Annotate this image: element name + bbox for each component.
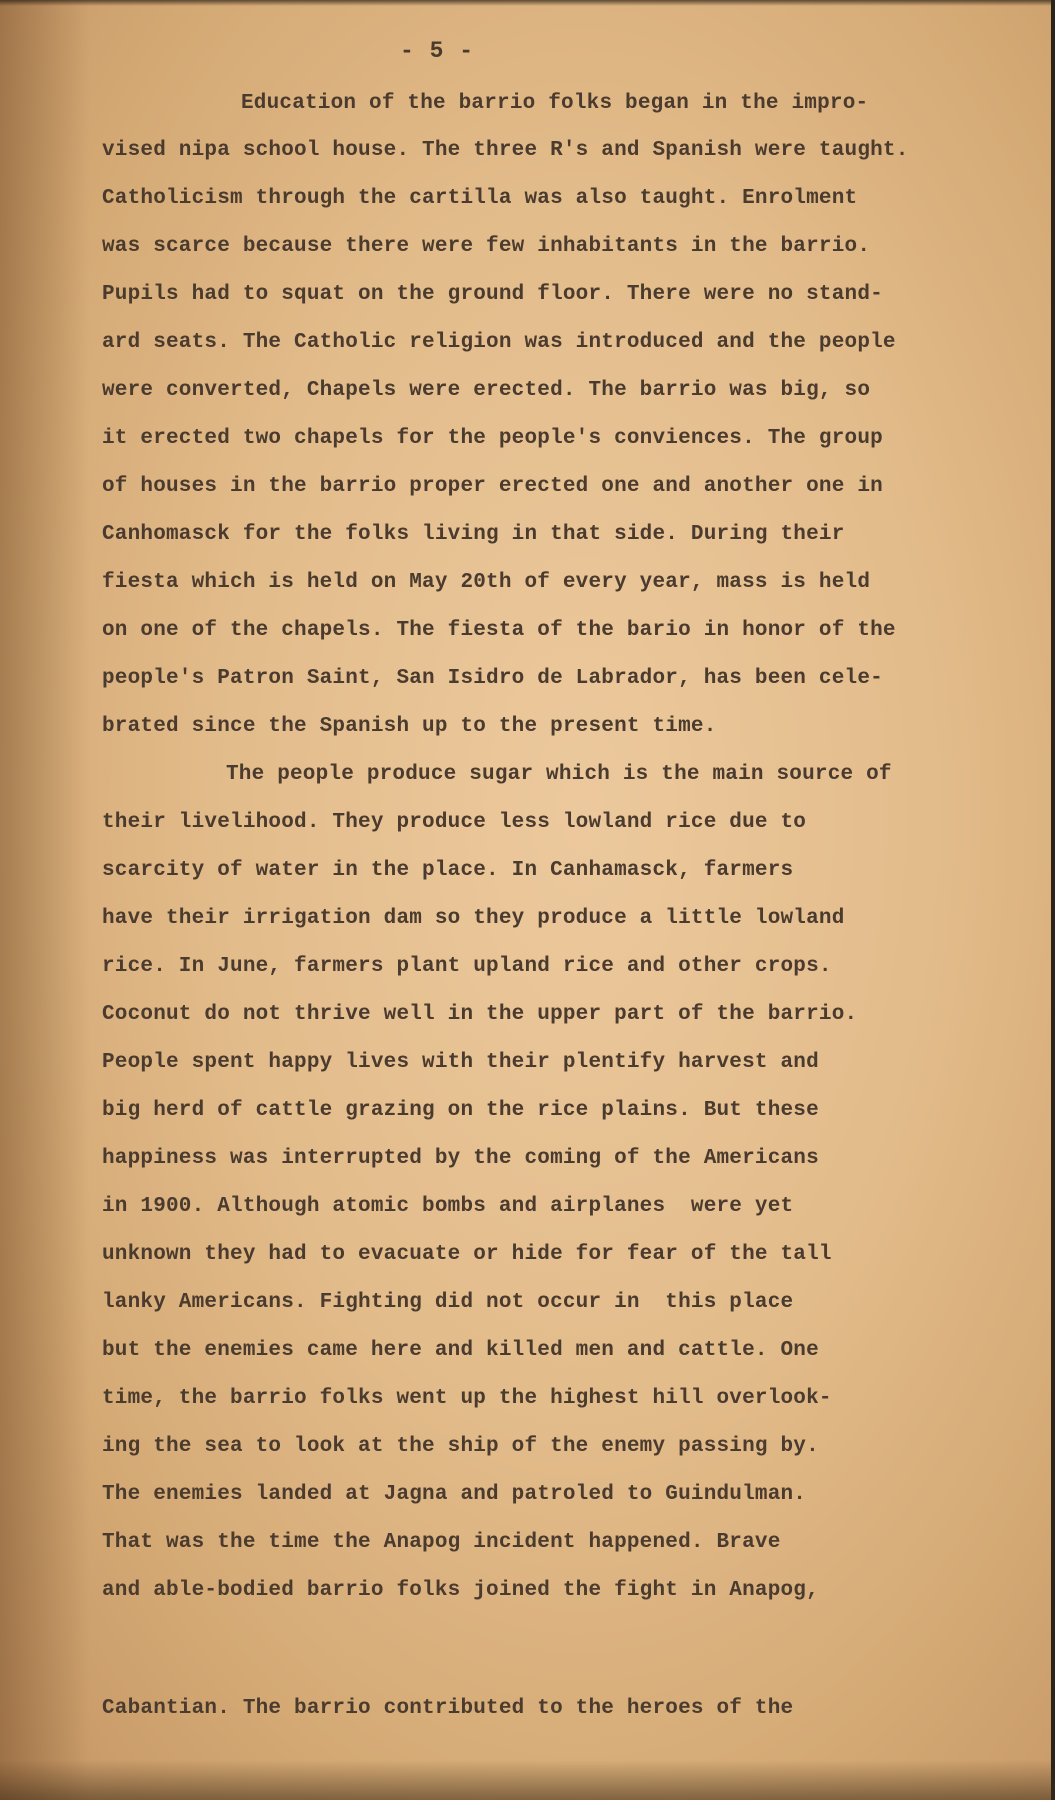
text-line-5: Pupils had to squat on the ground floor. There were no stand- bbox=[102, 283, 883, 306]
page-top-shadow bbox=[0, 0, 1055, 6]
text-line-10: Canhomasck for the folks living in that side. During their bbox=[102, 523, 845, 546]
text-line-20: Coconut do not thrive well in the upper part of the barrio. bbox=[102, 1003, 858, 1026]
text-line-23: happiness was interrupted by the coming of the Americans bbox=[102, 1147, 819, 1170]
text-line-24: in 1900. Although atomic bombs and airplanes were yet bbox=[102, 1195, 794, 1218]
text-line-30: The enemies landed at Jagna and patroled to Guindulman. bbox=[102, 1483, 807, 1506]
text-line-18: have their irrigation dam so they produce a little lowland bbox=[102, 907, 845, 930]
text-line-32: and able-bodied barrio folks joined the fight in Anapog, bbox=[102, 1579, 819, 1602]
text-line-9: of houses in the barrio proper erected one and another one in bbox=[102, 475, 883, 498]
text-line-12: on one of the chapels. The fiesta of the bario in honor of the bbox=[102, 619, 896, 642]
text-line-7: were converted, Chapels were erected. The barrio was big, so bbox=[102, 379, 871, 402]
page-right-edge bbox=[1051, 0, 1055, 1800]
text-line-29: ing the sea to look at the ship of the enemy passing by. bbox=[102, 1435, 819, 1458]
text-line-3: Catholicism through the cartilla was also taught. Enrolment bbox=[102, 187, 858, 210]
page-number: - 5 - bbox=[400, 38, 475, 64]
text-line-25: unknown they had to evacuate or hide for fear of the tall bbox=[102, 1243, 832, 1266]
text-line-15: The people produce sugar which is the main source of bbox=[226, 763, 892, 786]
text-line-19: rice. In June, farmers plant upland rice and other crops. bbox=[102, 955, 832, 978]
text-line-21: People spent happy lives with their plentify harvest and bbox=[102, 1051, 819, 1074]
text-line-4: was scarce because there were few inhabitants in the barrio. bbox=[102, 235, 871, 258]
text-line-17: scarcity of water in the place. In Canhamasck, farmers bbox=[102, 859, 794, 882]
text-line-14: brated since the Spanish up to the present time. bbox=[102, 715, 717, 738]
text-line-8: it erected two chapels for the people's conviences. The group bbox=[102, 427, 883, 450]
text-line-6: ard seats. The Catholic religion was introduced and the people bbox=[102, 331, 896, 354]
text-line-26: lanky Americans. Fighting did not occur in this place bbox=[102, 1291, 794, 1314]
text-line-31: That was the time the Anapog incident happened. Brave bbox=[102, 1531, 781, 1554]
text-line-1: Education of the barrio folks began in the impro- bbox=[241, 92, 869, 115]
text-line-16: their livelihood. They produce less lowland rice due to bbox=[102, 811, 807, 834]
text-line-11: fiesta which is held on May 20th of every year, mass is held bbox=[102, 571, 871, 594]
text-line-13: people's Patron Saint, San Isidro de Labrador, has been cele- bbox=[102, 667, 883, 690]
text-line-2: vised nipa school house. The three R's and Spanish were taught. bbox=[102, 139, 909, 162]
text-line-27: but the enemies came here and killed men and cattle. One bbox=[102, 1339, 819, 1362]
text-line-33: Cabantian. The barrio contributed to the heroes of the bbox=[102, 1697, 794, 1720]
text-line-22: big herd of cattle grazing on the rice plains. But these bbox=[102, 1099, 819, 1122]
text-line-28: time, the barrio folks went up the highest hill overlook- bbox=[102, 1387, 832, 1410]
